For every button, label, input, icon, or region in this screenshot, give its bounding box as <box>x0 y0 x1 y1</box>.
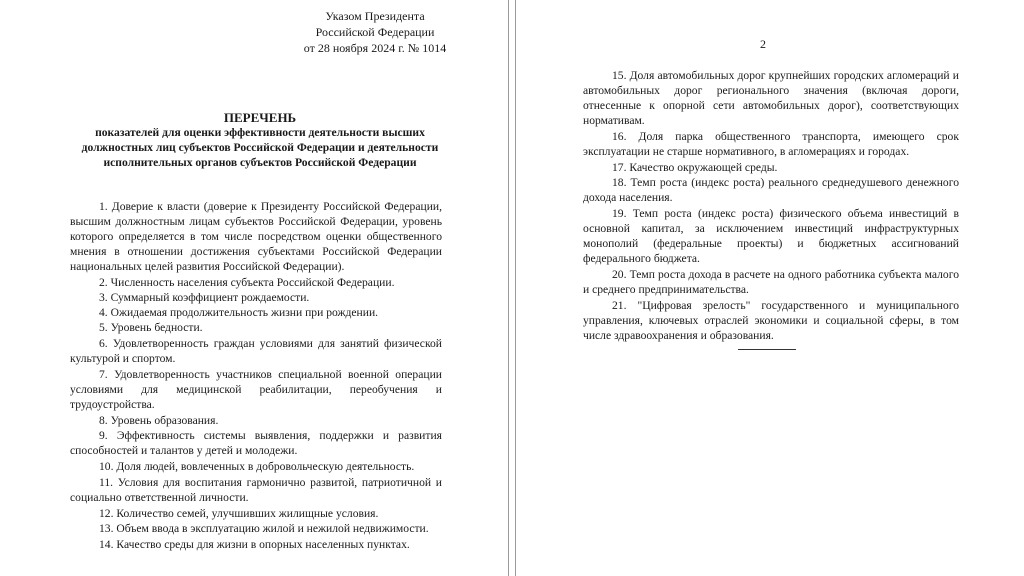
decree-header <box>290 8 460 56</box>
indicator-list-page-2 <box>583 68 959 344</box>
list-item: 8. Уровень образования. <box>99 414 219 427</box>
header-line-2: Российской Федерации <box>315 25 435 39</box>
list-item: 17. Качество окружающей среды. <box>612 161 778 174</box>
list-item: 4. Ожидаемая продолжительность жизни при рождении. <box>99 306 379 319</box>
list-item: 5. Уровень бедности. <box>99 321 203 334</box>
list-item: 2. Численность населения субъекта Российской Федерации. <box>99 276 395 289</box>
list-item: 10. Доля людей, вовлеченных в добровольческую деятельность. <box>99 460 415 473</box>
list-item: 20. Темп роста дохода в расчете на одного работника субъекта малого и среднего предпринимательства. <box>583 268 959 296</box>
page-number: 2 <box>760 37 766 51</box>
document-subtitle: показателей для оценки эффективности деятельности высших должностных лиц субъектов Российской Федерации и деятельности исполнительных органов субъектов Российской Федерации <box>81 126 439 169</box>
list-item: 12. Количество семей, улучшивших жилищные условия. <box>99 507 379 520</box>
list-item: 14. Качество среды для жизни в опорных населенных пунктах. <box>99 538 410 551</box>
list-item: 21. "Цифровая зрелость" государственного и муниципального управления, ключевых отраслей экономики и социальной сферы, в том числе здравоохранения и образования. <box>583 299 959 342</box>
list-item: 6. Удовлетворенность граждан условиями для занятий физической культурой и спортом. <box>70 337 442 365</box>
document-title: ПЕРЕЧЕНЬ <box>223 110 297 125</box>
list-item: 7. Удовлетворенность участников специальной военной операции условиями для медицинской реабилитации, переобучения и трудоустройства. <box>70 368 442 411</box>
list-item: 19. Темп роста (индекс роста) физического объема инвестиций в основной капитал, за исключением инвестиций инфраструктурных монополий (федеральные проекты) и бюджетных ассигнований федерального бюджета. <box>583 207 959 265</box>
list-item: 9. Эффективность системы выявления, поддержки и развития способностей и талантов у детей и молодежи. <box>70 429 442 457</box>
indicator-list-page-1 <box>70 199 442 553</box>
list-item: 16. Доля парка общественного транспорта, имеющего срок эксплуатации не старше нормативного, в агломерациях и городах. <box>583 130 959 158</box>
list-item: 15. Доля автомобильных дорог крупнейших городских агломераций и автомобильных дорог регионального значения (включая дороги, отнесенные к опорной сети автомобильных дорог), соответствующих нормативам. <box>583 69 959 127</box>
header-line-1: Указом Президента <box>325 9 425 23</box>
list-item: 13. Объем ввода в эксплуатацию жилой и нежилой недвижимости. <box>99 522 429 535</box>
list-item: 3. Суммарный коэффициент рождаемости. <box>99 291 310 304</box>
list-item: 18. Темп роста (индекс роста) реального среднедушевого денежного дохода населения. <box>583 176 959 204</box>
end-of-document-rule <box>738 349 796 350</box>
header-line-3: от 28 ноября 2024 г. № 1014 <box>303 41 447 55</box>
list-item: 1. Доверие к власти (доверие к Президенту Российской Федерации, высшим должностным лицам субъектов Российской Федерации, уровень которого определяется в том числе посредством оценки общественного мнения в отношении достижения субъектами Российской Федерации национальных целей развития Российской Федерации). <box>70 200 442 273</box>
list-item: 11. Условия для воспитания гармонично развитой, патриотичной и социально ответственной личности. <box>70 476 442 504</box>
